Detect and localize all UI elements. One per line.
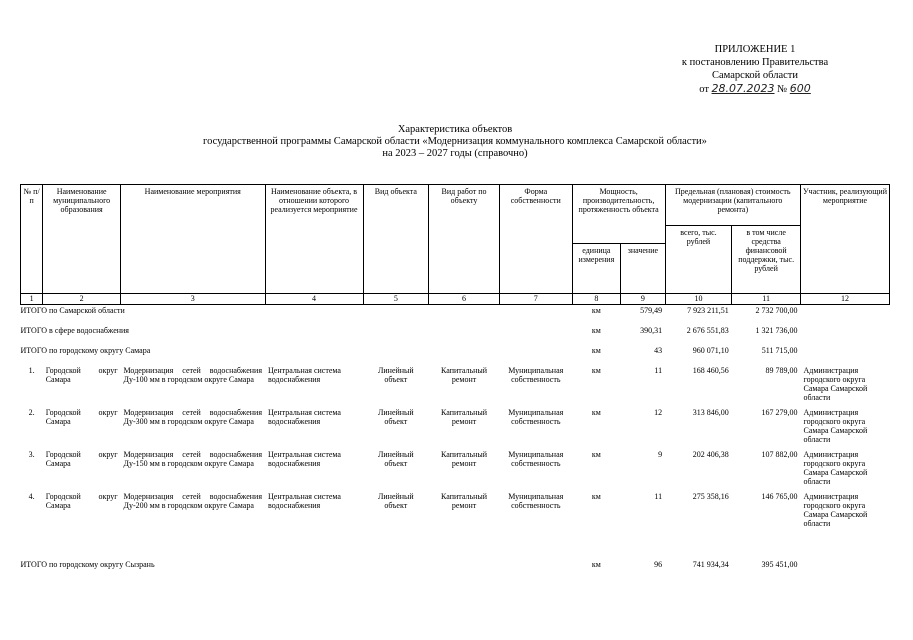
- row-object: Центральная система водоснабжения: [268, 408, 341, 426]
- total-cost: 741 934,34: [692, 560, 729, 569]
- row-value: 11: [654, 492, 663, 501]
- row-type: Линейный объект: [377, 492, 414, 510]
- total-unit: км: [591, 306, 601, 315]
- appendix-line: к постановлению Правительства: [681, 57, 829, 68]
- objects-table: [20, 184, 890, 575]
- row-measure: Модернизация сетей водоснабжения Ду-300 мм в городском округе Самара: [123, 408, 262, 426]
- total-cost: 7 923 211,51: [687, 306, 729, 315]
- header-cost-support: в том числе средства финансовой поддержки, тыс. рублей: [732, 226, 801, 294]
- row-total: 275 358,16: [692, 492, 729, 501]
- col-number: 8: [572, 294, 621, 305]
- header-ownership: Форма собственности: [499, 185, 572, 294]
- total-unit: км: [591, 346, 601, 355]
- header-object: Наименование объекта, в отношении которого реализуется мероприятие: [265, 185, 363, 294]
- table-row: [21, 407, 890, 449]
- total-label: ИТОГО по городскому округу Сызрань: [20, 560, 155, 569]
- col-number: 9: [621, 294, 665, 305]
- total-label: ИТОГО в сфере водоснабжения: [20, 326, 129, 335]
- total-label: ИТОГО по городскому округу Самара: [20, 346, 151, 355]
- row-object: Центральная система водоснабжения: [268, 366, 341, 384]
- title-line: на 2023 – 2027 годы (справочно): [382, 148, 528, 159]
- table-row: [21, 365, 890, 407]
- total-value: 43: [654, 346, 663, 355]
- row-unit: км: [591, 408, 601, 417]
- total-support: 1 321 736,00: [755, 326, 798, 335]
- row-type: Линейный объект: [377, 366, 414, 384]
- row-ownership: Муниципальная собственность: [508, 366, 564, 384]
- appendix-line: Самарской области: [712, 70, 798, 81]
- row-num: 4.: [28, 492, 35, 501]
- col-number: 5: [363, 294, 429, 305]
- row-num: 1.: [28, 366, 35, 375]
- row-support: 146 765,00: [761, 492, 798, 501]
- row-work: Капитальный ремонт: [441, 408, 488, 426]
- row-work: Капитальный ремонт: [441, 492, 488, 510]
- total-label: ИТОГО по Самарской области: [20, 306, 125, 315]
- row-total: 168 460,56: [692, 366, 729, 375]
- row-ownership: Муниципальная собственность: [508, 492, 564, 510]
- row-ownership: Муниципальная собственность: [508, 450, 564, 468]
- row-participant: Администрация городского округа Самара Самарской области: [803, 450, 868, 486]
- total-row-water: [21, 325, 890, 345]
- row-ownership: Муниципальная собственность: [508, 408, 564, 426]
- row-unit: км: [591, 492, 601, 501]
- table-row: [21, 491, 890, 559]
- col-number: 10: [665, 294, 732, 305]
- header-unit: единица измерения: [572, 244, 621, 294]
- total-row-region: [21, 305, 890, 326]
- total-row-syzran: [21, 559, 890, 575]
- handwritten-number: 600: [789, 82, 811, 95]
- row-object: Центральная система водоснабжения: [268, 492, 341, 510]
- header-capacity: Мощность, производительность, протяженность объекта: [572, 185, 665, 244]
- document-title: [150, 124, 760, 160]
- col-number: 11: [732, 294, 801, 305]
- row-type: Линейный объект: [377, 450, 414, 468]
- from-label: от: [699, 84, 709, 95]
- row-municipality: Городской округ Самара: [45, 366, 118, 384]
- row-measure: Модернизация сетей водоснабжения Ду-150 мм в городском округе Самара: [123, 450, 262, 468]
- appendix-title: ПРИЛОЖЕНИЕ 1: [714, 44, 796, 55]
- total-row-samara: [21, 345, 890, 365]
- col-number: 1: [21, 294, 43, 305]
- title-line: государственной программы Самарской области «Модернизация коммунального комплекса Самарской области»: [203, 136, 707, 147]
- row-type: Линейный объект: [377, 408, 414, 426]
- header-cost: Предельная (плановая) стоимость модернизации (капитального ремонта): [665, 185, 800, 226]
- row-support: 167 279,00: [761, 408, 798, 417]
- row-unit: км: [591, 366, 601, 375]
- column-numbers-row: [21, 294, 890, 305]
- col-number: 4: [265, 294, 363, 305]
- header-row: [21, 185, 890, 226]
- row-work: Капитальный ремонт: [441, 450, 488, 468]
- row-work: Капитальный ремонт: [441, 366, 488, 384]
- title-line: Характеристика объектов: [397, 124, 513, 135]
- row-num: 3.: [28, 450, 35, 459]
- row-participant: Администрация городского округа Самара Самарской области: [803, 492, 868, 528]
- col-number: 2: [43, 294, 121, 305]
- row-value: 11: [654, 366, 663, 375]
- col-number: 3: [121, 294, 265, 305]
- col-number: 6: [429, 294, 500, 305]
- appendix-date-line: [640, 82, 870, 96]
- row-participant: Администрация городского округа Самара Самарской области: [803, 366, 868, 402]
- table-row: [21, 449, 890, 491]
- header-municipality: Наименование муниципального образования: [43, 185, 121, 294]
- appendix-block: [640, 43, 870, 96]
- total-support: 395 451,00: [761, 560, 798, 569]
- row-participant: Администрация городского округа Самара Самарской области: [803, 408, 868, 444]
- total-support: 511 715,00: [761, 346, 798, 355]
- row-support: 89 789,00: [765, 366, 798, 375]
- header-cost-total: всего, тыс. рублей: [665, 226, 732, 294]
- total-value: 96: [654, 560, 663, 569]
- number-label: №: [777, 84, 788, 95]
- row-measure: Модернизация сетей водоснабжения Ду-200 мм в городском округе Самара: [123, 492, 262, 510]
- total-value: 390,31: [640, 326, 663, 335]
- header-measure: Наименование мероприятия: [121, 185, 265, 294]
- col-number: 7: [499, 294, 572, 305]
- col-number: 12: [801, 294, 890, 305]
- total-unit: км: [591, 560, 601, 569]
- header-participant: Участник, реализующий мероприятие: [801, 185, 890, 294]
- header-num: № п/п: [21, 185, 43, 294]
- total-unit: км: [591, 326, 601, 335]
- row-value: 9: [658, 450, 663, 459]
- row-total: 202 406,38: [692, 450, 729, 459]
- row-municipality: Городской округ Самара: [45, 492, 118, 510]
- row-municipality: Городской округ Самара: [45, 450, 118, 468]
- handwritten-date: 28.07.2023: [711, 82, 775, 95]
- row-support: 107 882,00: [761, 450, 798, 459]
- total-cost: 960 071,10: [692, 346, 729, 355]
- header-value: значение: [621, 244, 665, 294]
- row-municipality: Городской округ Самара: [45, 408, 118, 426]
- row-measure: Модернизация сетей водоснабжения Ду-100 мм в городском округе Самара: [123, 366, 262, 384]
- row-object: Центральная система водоснабжения: [268, 450, 341, 468]
- row-value: 12: [654, 408, 663, 417]
- header-work-type: Вид работ по объекту: [429, 185, 500, 294]
- total-value: 579,49: [640, 306, 663, 315]
- total-support: 2 732 700,00: [755, 306, 798, 315]
- row-total: 313 846,00: [692, 408, 729, 417]
- row-num: 2.: [28, 408, 35, 417]
- header-object-type: Вид объекта: [363, 185, 429, 294]
- row-unit: км: [591, 450, 601, 459]
- total-cost: 2 676 551,83: [686, 326, 729, 335]
